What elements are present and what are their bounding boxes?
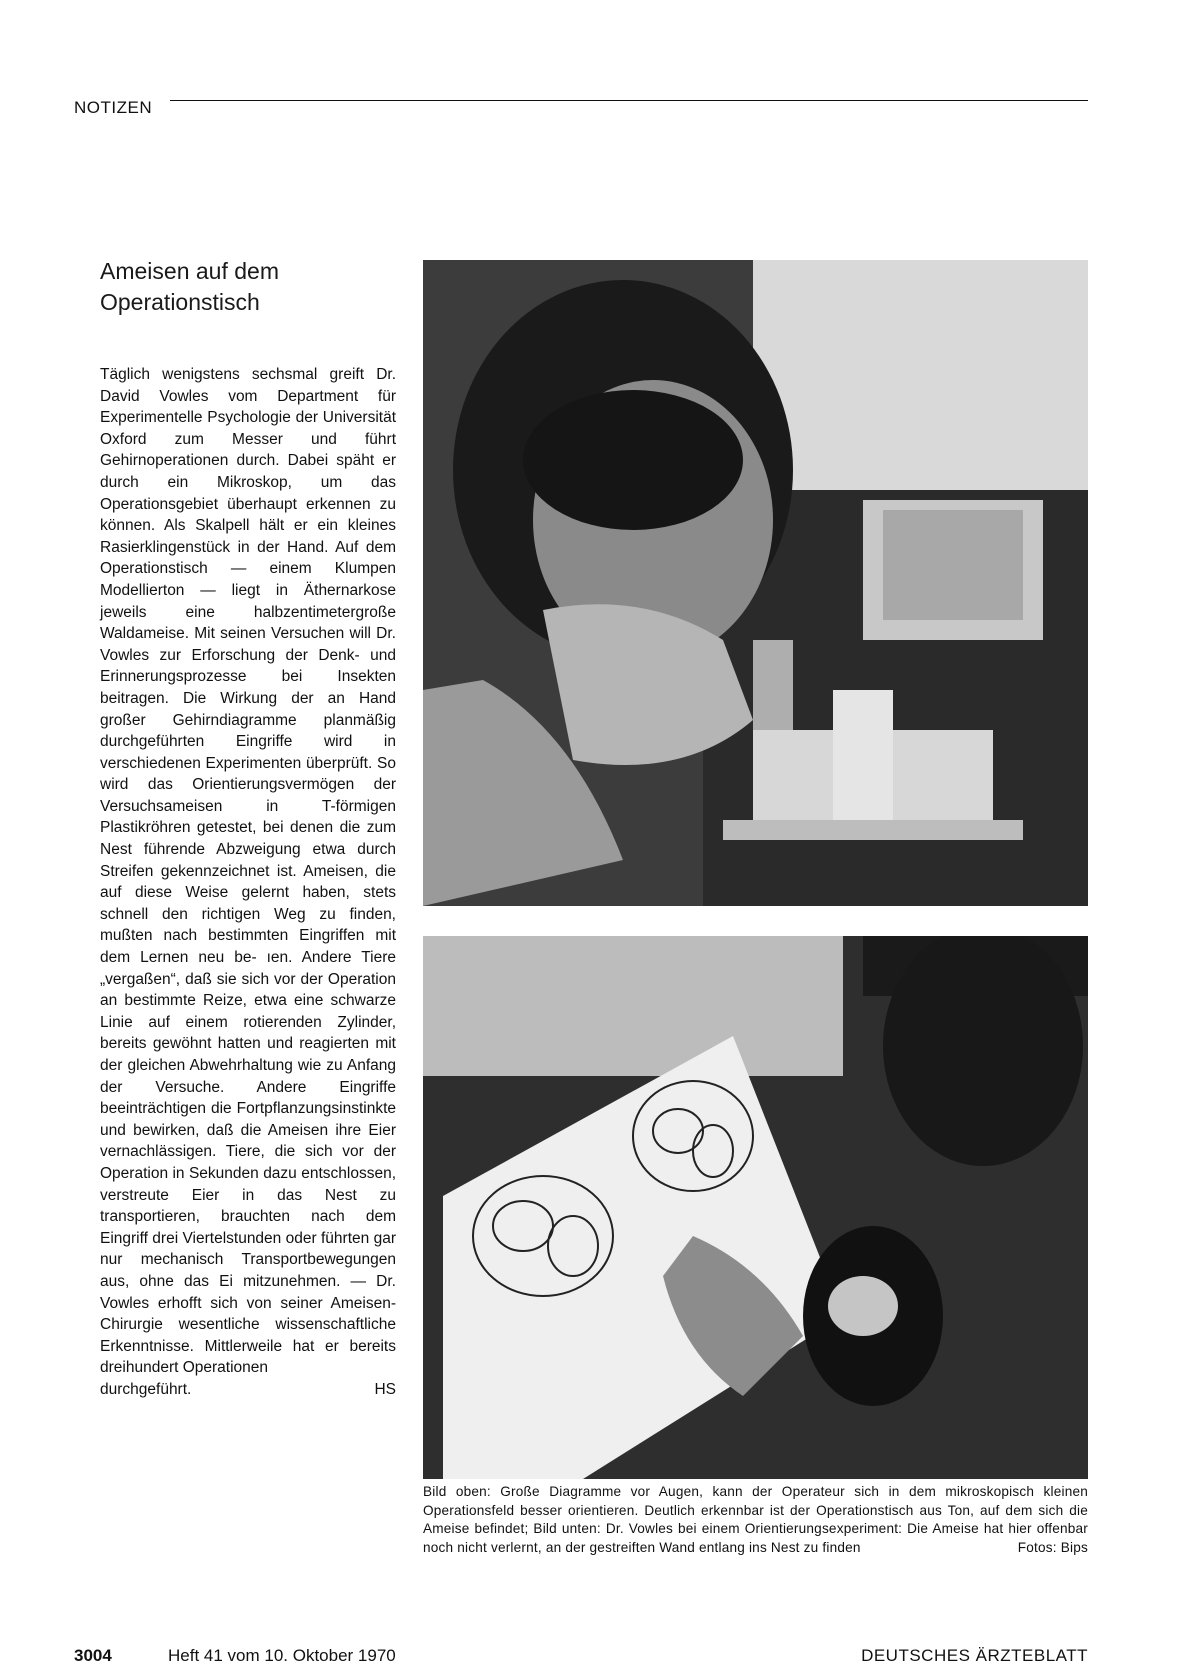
photo-brain-diagrams-icon xyxy=(423,936,1088,1479)
article-last-line: durchgeführt. xyxy=(100,1380,192,1398)
section-rule xyxy=(170,100,1088,101)
section-label: NOTIZEN xyxy=(74,98,153,117)
article-title-line1: Ameisen auf dem xyxy=(100,258,279,284)
article-text: Täglich wenigstens sechsmal greift Dr. David Vowles vom Department für Experimentelle Psychologie der Universität Oxford zum Messer und führt Gehirnoperationen durch. Dabei späht er durch ein Mikroskop, um das Operationsgebiet überhaupt erkennen zu können. Als Skalpell hält er ein kleines Rasierklingenstück in der Hand. Auf dem Operationstisch — einem Klumpen Modellierton — liegt in Äthernarkose jeweils eine halbzentimetergroße Waldameise. Mit seinen Versuchen will Dr. Vowles zur Erforschung der Denk- und Erinnerungsprozesse bei Insekten beitragen. Die Wirkung der an Hand großer Gehirndiagramme planmäßig durchgeführten Eingriffe wird in verschiedenen Experimenten überprüft. So wird das Orientierungsvermögen der Versuchsameisen in T-förmigen Plastikröhren getestet, bei denen die zum Nest führende Abzweigung etwa durch Streifen gekennzeichnet ist. Ameisen, die auf diese Weise gelernt haben, stets schnell den richtigen Weg zu finden, mußten nach bestimmten Eingriffen mit dem Lernen neu be- ıen. Andere Tiere „vergaßen“, daß sie sich vor der Operation an bestimmte Reize, etwa eine schwarze Linie auf einem rotierenden Zylinder, bereits gewöhnt hatten und reagierten mit der gleichen Abwehrhaltung wie zu Anfang der Versuche. Andere Eingriffe beeinträchtigen die Fortpflanzungsinstinkte und bewirken, daß die Ameisen ihre Eier vernachlässigen. Tiere, die sich vor der Operation in Sekunden dazu entschlossen, verstreute Eier in das Nest zu transportieren, brauchten nach dem Eingriff drei Viertelstunden oder führten gar nur mechanisch Transportbewegungen aus, ohne das Ei mitzunehmen. — Dr. Vowles erhofft sich von seiner Ameisen-Chirurgie wesentliche wissenschaftliche Erkenntnisse. Mittlerweile hat er bereits dreihundert Operationen xyxy=(100,366,396,1377)
photo-man-at-microscope-icon xyxy=(423,260,1088,906)
photo-top xyxy=(423,260,1088,906)
article-body xyxy=(100,364,396,1401)
article-title xyxy=(100,256,279,318)
article-title-line2: Operationstisch xyxy=(100,289,260,315)
author-signature: HS xyxy=(374,1380,396,1398)
issue-info: Heft 41 vom 10. Oktober 1970 xyxy=(168,1646,396,1665)
photo-bottom xyxy=(423,936,1088,1479)
photo-caption xyxy=(423,1483,1088,1557)
page-number: 3004 xyxy=(74,1646,112,1665)
photo-credit: Fotos: Bips xyxy=(1017,1539,1088,1555)
signature-line xyxy=(100,1379,396,1401)
journal-name: DEUTSCHES ÄRZTEBLATT xyxy=(861,1646,1088,1665)
caption-text: Bild oben: Große Diagramme vor Augen, kann der Operateur sich in dem mikroskopisch kleinen Operationsfeld besser orientieren. Deutlich erkennbar ist der Operationstisch aus Ton, auf dem sich die Ameise befindet; Bild unten: Dr. Vowles bei einem Orientierungsexperiment: Die Ameise hat hier offenbar noch nicht verlernt, an der gestreiften Wand entlang ins Nest zu finden xyxy=(423,1484,1088,1555)
